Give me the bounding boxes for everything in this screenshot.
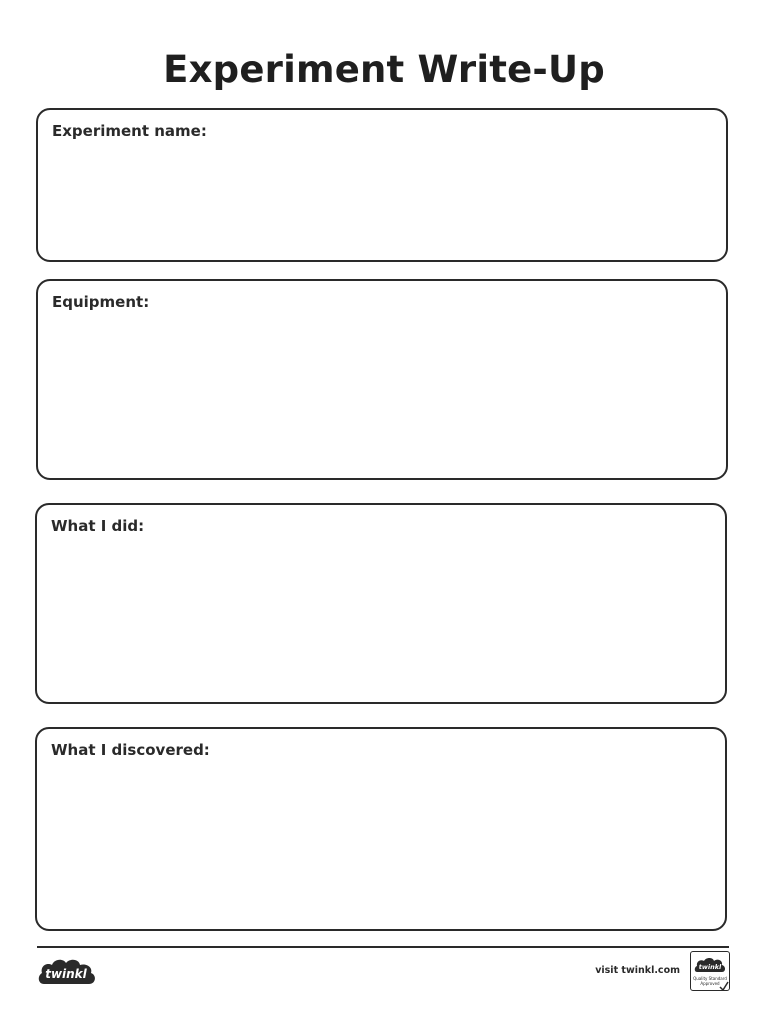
page-title: Experiment Write-Up	[163, 48, 605, 91]
equipment-box[interactable]	[36, 279, 728, 480]
twinkl-logo	[36, 954, 98, 990]
twinkl-cloud-icon	[36, 954, 98, 990]
what-i-discovered-box[interactable]	[35, 727, 727, 931]
badge-brand-text: twinkl	[698, 963, 722, 971]
what-i-did-label: What I did:	[51, 517, 145, 535]
quality-standard-badge	[690, 951, 730, 991]
visit-link[interactable]: visit twinkl.com	[595, 965, 680, 976]
what-i-discovered-label: What I discovered:	[51, 741, 210, 759]
experiment-name-label: Experiment name:	[52, 122, 207, 140]
badge-line-2: Approved	[700, 981, 720, 986]
logo-text: twinkl	[45, 967, 87, 981]
footer-divider	[37, 946, 729, 948]
what-i-did-box[interactable]	[35, 503, 727, 704]
equipment-label: Equipment:	[52, 293, 150, 311]
experiment-name-box[interactable]	[36, 108, 728, 262]
badge-line-1: Quality Standard	[693, 976, 727, 981]
